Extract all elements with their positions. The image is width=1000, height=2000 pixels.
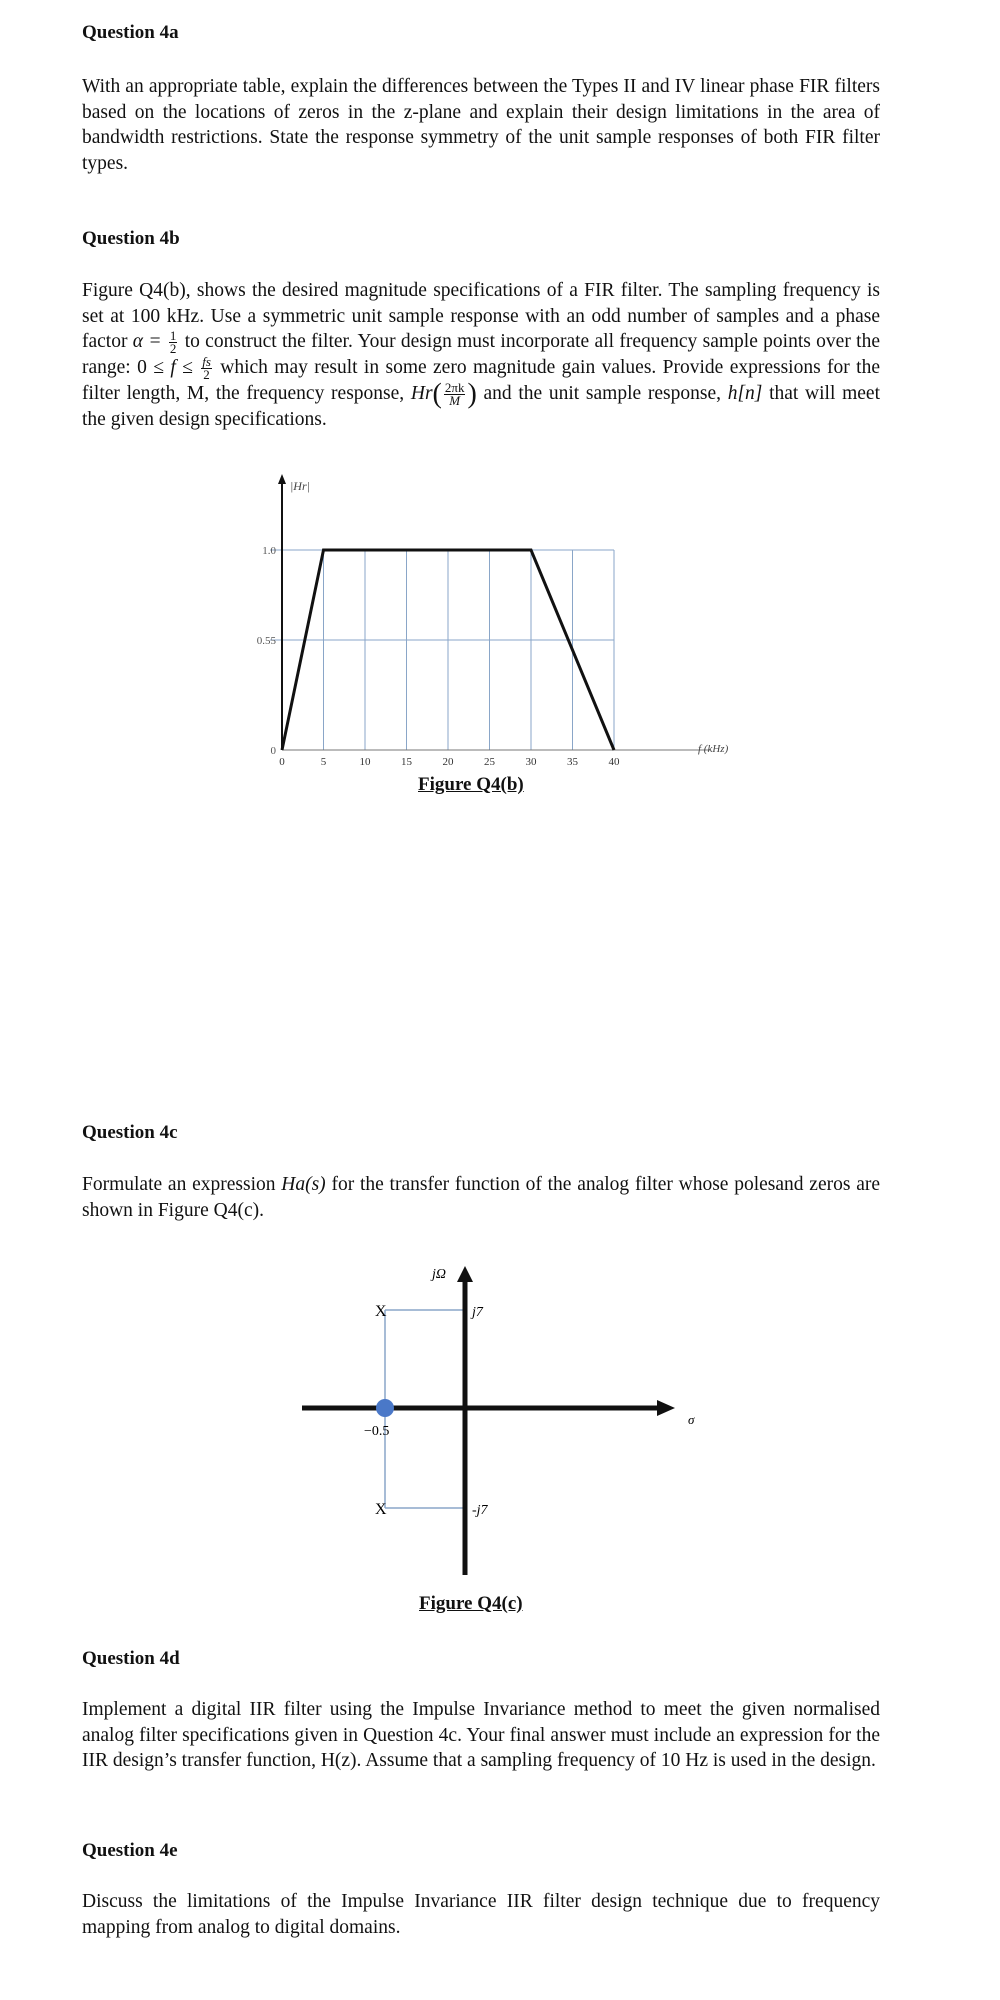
q4b-xtick-label-7: 35 bbox=[567, 756, 578, 768]
q4d-heading: Question 4d bbox=[82, 1648, 180, 1669]
q4b-xtick-label-4: 20 bbox=[442, 756, 454, 768]
q4b-ylabel: |Hr| bbox=[290, 479, 310, 493]
q4b-ytick-label-0: 0 bbox=[270, 745, 276, 757]
q4b-heading: Question 4b bbox=[82, 228, 180, 249]
q4c-text: Formulate an expression Ha(s) for the transfer function of the analog filter whose polesand zeros are shown in Figure Q4(c). bbox=[82, 1174, 880, 1221]
q4e-heading: Question 4e bbox=[82, 1840, 178, 1861]
q4b-grid bbox=[270, 550, 614, 750]
q4b-text: Figure Q4(b), shows the desired magnitude specifications of a FIR filter. The sampling frequency is set at 100 kHz. Use a symmetric unit sample response with an odd number of samples and a phase factor α = $\frac{1}{2}$ to construct the filter. Your design must incorporate all frequency sample points over the range: 0 ≤ f ≤ $\frac{fs}{2}$ which may result in some zero magnitude gain values. Provide expressions for the filter length, M, the frequency response, Hr( $\frac{2\pi k}{M}$) and the unit sample response, h[n] that will meet the given design specifications. bbox=[82, 280, 880, 431]
q4b-xtick-label-2: 10 bbox=[359, 756, 371, 768]
pole-upper: X bbox=[375, 1303, 387, 1320]
figure-q4b-caption: Figure Q4(b) bbox=[418, 774, 524, 795]
q4c-label-minus-j7: -j7 bbox=[472, 1503, 488, 1518]
q4c-imag-label: jΩ bbox=[432, 1267, 447, 1282]
q4b-y-axis-arrow bbox=[278, 474, 286, 484]
q4c-real-label: σ bbox=[688, 1412, 695, 1427]
q4c-imag-axis-arrow bbox=[457, 1266, 473, 1282]
q4e-text: Discuss the limitations of the Impulse Invariance IIR filter design technique due to frequency mapping from analog to digital domains. bbox=[82, 1891, 880, 1938]
q4d-text: Implement a digital IIR filter using the Impulse Invariance method to meet the given normalised analog filter specifications given in Question 4c. Your final answer must include an expression for the IIR design’s transfer function, H(z). Assume that a sampling frequency of 10 Hz is used in the design. bbox=[82, 1699, 880, 1771]
q4a-heading: Question 4a bbox=[82, 22, 179, 43]
q4b-xlabel: f (kHz) bbox=[698, 743, 729, 755]
q4b-xtick-label-1: 5 bbox=[320, 756, 327, 768]
half-fraction: $\frac{1}{2}$ bbox=[169, 328, 177, 357]
pole-lower: X bbox=[375, 1501, 387, 1518]
q4a-text: With an appropriate table, explain the differences between the Types II and IV linear phase FIR filters based on the locations of zeros in the z-plane and explain their design limitations in the area of bandwidth restrictions. State the response symmetry of the unit sample responses of both FIR filter types. bbox=[82, 76, 880, 174]
q4b-ytick-label-2: 1.0 bbox=[262, 545, 276, 557]
figure-q4c-caption: Figure Q4(c) bbox=[419, 1593, 523, 1614]
q4b-y-ticks bbox=[257, 545, 277, 757]
q4b-xtick-label-0: 0 bbox=[279, 756, 285, 768]
q4c-heading: Question 4c bbox=[82, 1122, 178, 1143]
q4c-label-j7: j7 bbox=[472, 1305, 483, 1320]
q4b-xtick-label-5: 25 bbox=[484, 756, 495, 768]
q4b-x-ticks bbox=[279, 756, 620, 768]
q4b-xtick-label-8: 40 bbox=[608, 756, 620, 768]
q4c-real-axis-arrow bbox=[657, 1400, 675, 1416]
q4b-ytick-label-1: 0.55 bbox=[256, 635, 276, 647]
q4b-xtick-label-3: 15 bbox=[401, 756, 412, 768]
fs-over-2-fraction: $\frac{fs}{2}$ bbox=[202, 354, 211, 383]
q4b-xtick-label-6: 30 bbox=[525, 756, 537, 768]
q4c-label-minus-0-5: −0.5 bbox=[364, 1424, 390, 1439]
hr-argument-fraction: $\frac{2\pi k}{M}$ bbox=[444, 380, 465, 409]
zero-marker bbox=[376, 1399, 394, 1417]
figure-q4b-chart bbox=[230, 470, 730, 768]
figure-q4c-pole-zero-plot bbox=[290, 1250, 710, 1590]
